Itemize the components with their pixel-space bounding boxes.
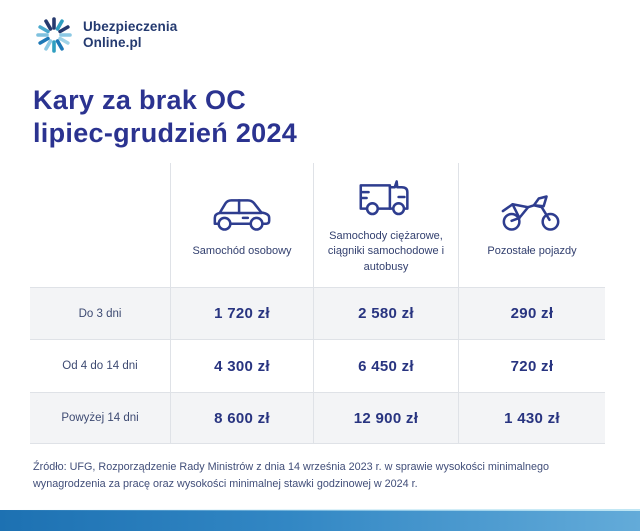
value-truck-powyzej-14-dni: 12 900 zł bbox=[313, 392, 458, 444]
value-car-od-4-do-14-dni: 4 300 zł bbox=[170, 339, 313, 392]
column-header-car bbox=[170, 163, 313, 287]
value-car-do-3-dni: 1 720 zł bbox=[170, 287, 313, 339]
starburst-logo-icon bbox=[34, 15, 74, 55]
value-truck-do-3-dni: 2 580 zł bbox=[313, 287, 458, 339]
title-line1: Kary za brak OC bbox=[33, 85, 247, 115]
logo-line1: Ubezpieczenia bbox=[83, 19, 178, 35]
column-label-car: Samochód osobowy bbox=[192, 245, 292, 258]
logo bbox=[34, 15, 177, 55]
row-label-od-4-do-14-dni: Od 4 do 14 dni bbox=[30, 339, 170, 392]
column-header-truck bbox=[313, 163, 458, 287]
page-title bbox=[33, 84, 297, 150]
value-motorcycle-od-4-do-14-dni: 720 zł bbox=[458, 339, 605, 392]
logo-text bbox=[83, 19, 177, 51]
value-car-powyzej-14-dni: 8 600 zł bbox=[170, 392, 313, 444]
value-truck-od-4-do-14-dni: 6 450 zł bbox=[313, 339, 458, 392]
column-label-motorcycle: Pozostałe pojazdy bbox=[487, 245, 577, 258]
motorcycle-icon bbox=[499, 190, 565, 234]
title-line2: lipiec-grudzień 2024 bbox=[33, 118, 298, 149]
value-motorcycle-powyzej-14-dni: 1 430 zł bbox=[458, 392, 605, 444]
column-header-motorcycle bbox=[458, 163, 605, 287]
column-label-truck: Samochody ciężarowe, ciągniki samochodowe i autobusy bbox=[327, 229, 445, 273]
value-motorcycle-do-3-dni: 290 zł bbox=[458, 287, 605, 339]
bottom-gradient-bar bbox=[0, 510, 640, 531]
source-note: Źródło: UFG, Rozporządzenie Rady Ministrów z dnia 14 września 2023 r. w sprawie wysokości minimalnego wynagrodzenia za pracę oraz wysokości minimalnej stawki godzinowej w 2024 r. bbox=[33, 461, 550, 490]
header-empty-cell bbox=[30, 163, 170, 287]
logo-line2: Online.pl bbox=[83, 35, 142, 50]
row-label-do-3-dni: Do 3 dni bbox=[30, 287, 170, 339]
car-icon bbox=[209, 190, 275, 234]
truck-icon bbox=[353, 175, 419, 219]
penalty-table bbox=[30, 163, 605, 444]
row-label-powyzej-14-dni: Powyżej 14 dni bbox=[30, 392, 170, 444]
